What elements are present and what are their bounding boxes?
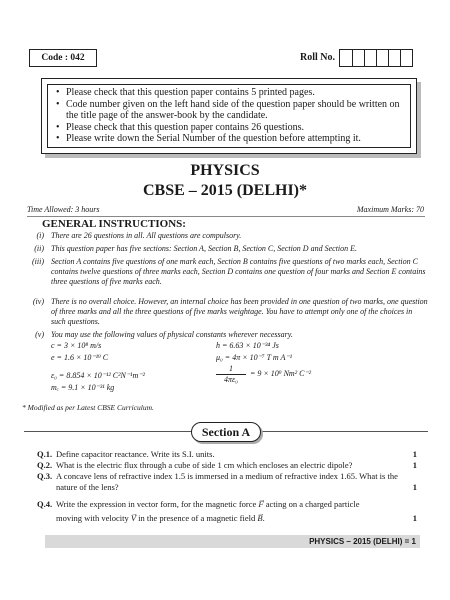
question-text: A concave lens of refractive index 1.5 is immersed in a medium of refractive index 1.65. What is the nature of the lens? <box>56 471 398 492</box>
instruction-number: (v) <box>35 330 44 339</box>
instruction-row <box>26 330 428 340</box>
question-text <box>56 497 407 525</box>
instruction-text: Section A contains five questions of one mark each, Section B contains five questions of two marks each, Section C contains twelve questions of three marks each, Section D contains one question of four marks and Section E contains three questions of five marks each. <box>51 257 426 286</box>
coulomb-constant-fraction <box>216 364 246 385</box>
instruction-text: There are 26 questions in all. All questions are compulsory. <box>51 231 242 240</box>
velocity-vector-symbol: → V <box>131 513 136 523</box>
question-text-part: . <box>262 513 265 523</box>
question-text-part: moving with velocity <box>56 513 129 523</box>
question-row <box>37 460 417 471</box>
constant-me: mₑ = 9.1 × 10⁻³¹ kg <box>51 383 115 392</box>
exam-title: CBSE – 2015 (DELHI)* <box>142 182 308 199</box>
roll-cell <box>352 50 364 66</box>
roll-cell <box>364 50 376 66</box>
question-text-part: acting on a charged particle <box>265 499 360 509</box>
paper-code: Code : 042 <box>29 49 97 67</box>
question-number: Q.1. <box>37 449 53 459</box>
instruction-row <box>26 257 428 287</box>
instruction-number: (iii) <box>32 257 44 266</box>
question-row <box>37 471 417 493</box>
page-footer: PHYSICS – 2015 (DELHI) = 1 <box>45 535 420 548</box>
curriculum-note: * Modified as per Latest CBSE Curriculum. <box>22 403 154 412</box>
fraction-denominator: 4πε₀ <box>224 375 238 384</box>
subject-title: PHYSICS <box>190 162 260 179</box>
instruction-row <box>26 297 428 327</box>
instruction-row <box>26 231 428 241</box>
question-number: Q.2. <box>37 460 53 470</box>
question-text-part: in the presence of a magnetic field <box>138 513 256 523</box>
instructions-list <box>48 85 410 145</box>
question-number: Q.4. <box>37 499 53 509</box>
question-text: Define capacitor reactance. Write its S.I. units. <box>56 449 215 459</box>
instruction-number: (i) <box>36 231 44 240</box>
instruction-item: • Please check that this question paper contains 5 printed pages. <box>56 87 404 99</box>
constant-k-value: = 9 × 10⁹ Nm² C⁻² <box>250 369 312 378</box>
roll-label: Roll No. <box>300 52 335 63</box>
roll-number-field <box>300 49 413 67</box>
divider <box>27 216 425 217</box>
general-instructions-heading: GENERAL INSTRUCTIONS: <box>42 218 186 230</box>
instruction-item: • Please check that this question paper contains 26 questions. <box>56 122 404 134</box>
roll-cell <box>376 50 388 66</box>
question-marks: 1 <box>412 449 417 459</box>
instruction-item: • Code number given on the left hand side of the question paper should be written on the title page of the answer-book by the candidate. <box>56 99 404 122</box>
question-number: Q.3. <box>37 471 53 481</box>
question-row <box>37 449 417 460</box>
constant-e: e = 1.6 × 10⁻¹⁹ C <box>51 353 109 362</box>
constant-eps0: ε₀ = 8.854 × 10⁻¹² C²N⁻¹m⁻² <box>51 371 145 380</box>
roll-cell <box>340 50 352 66</box>
instruction-number: (iv) <box>32 297 44 306</box>
instruction-text: There is no overall choice. However, an internal choice has been provided in one question of two marks, one question of three marks and all the three questions of five marks weightage. You have to attempt only one of the choices in such questions. <box>51 297 428 326</box>
instruction-number: (ii) <box>34 244 44 253</box>
question-row <box>37 497 417 525</box>
candidate-instructions-box <box>41 78 417 154</box>
constant-c: c = 3 × 10⁸ m/s <box>51 341 102 350</box>
roll-number-boxes <box>339 49 413 67</box>
question-marks: 1 <box>412 460 417 470</box>
time-allowed: Time Allowed: 3 hours <box>27 205 100 214</box>
instruction-text: You may use the following values of physical constants wherever necessary. <box>51 330 293 339</box>
force-vector-symbol: → F <box>258 499 263 509</box>
maximum-marks: Maximum Marks: 70 <box>356 205 424 214</box>
question-text-part: Write the expression in vector form, for the magnetic force <box>56 499 257 509</box>
instruction-item: • Please write down the Serial Number of the question before attempting it. <box>56 133 404 145</box>
constant-mu0: μ₀ = 4π × 10⁻⁷ T m A⁻¹ <box>216 353 293 362</box>
constant-h: h = 6.63 × 10⁻³⁴ Js <box>216 341 279 350</box>
question-marks: 1 <box>412 513 417 523</box>
question-text: What is the electric flux through a cube of side 1 cm which encloses an electric dipole? <box>56 460 353 470</box>
roll-cell <box>400 50 412 66</box>
instruction-text: This question paper has five sections: Section A, Section B, Section C, Section D and Section E. <box>51 244 358 253</box>
instruction-row <box>26 244 428 254</box>
fraction-numerator: 1 <box>216 364 246 375</box>
instructions-inner-frame <box>47 84 411 148</box>
section-heading: Section A <box>191 422 261 442</box>
roll-cell <box>388 50 400 66</box>
question-marks: 1 <box>412 482 417 492</box>
field-vector-symbol: → B <box>257 513 262 523</box>
